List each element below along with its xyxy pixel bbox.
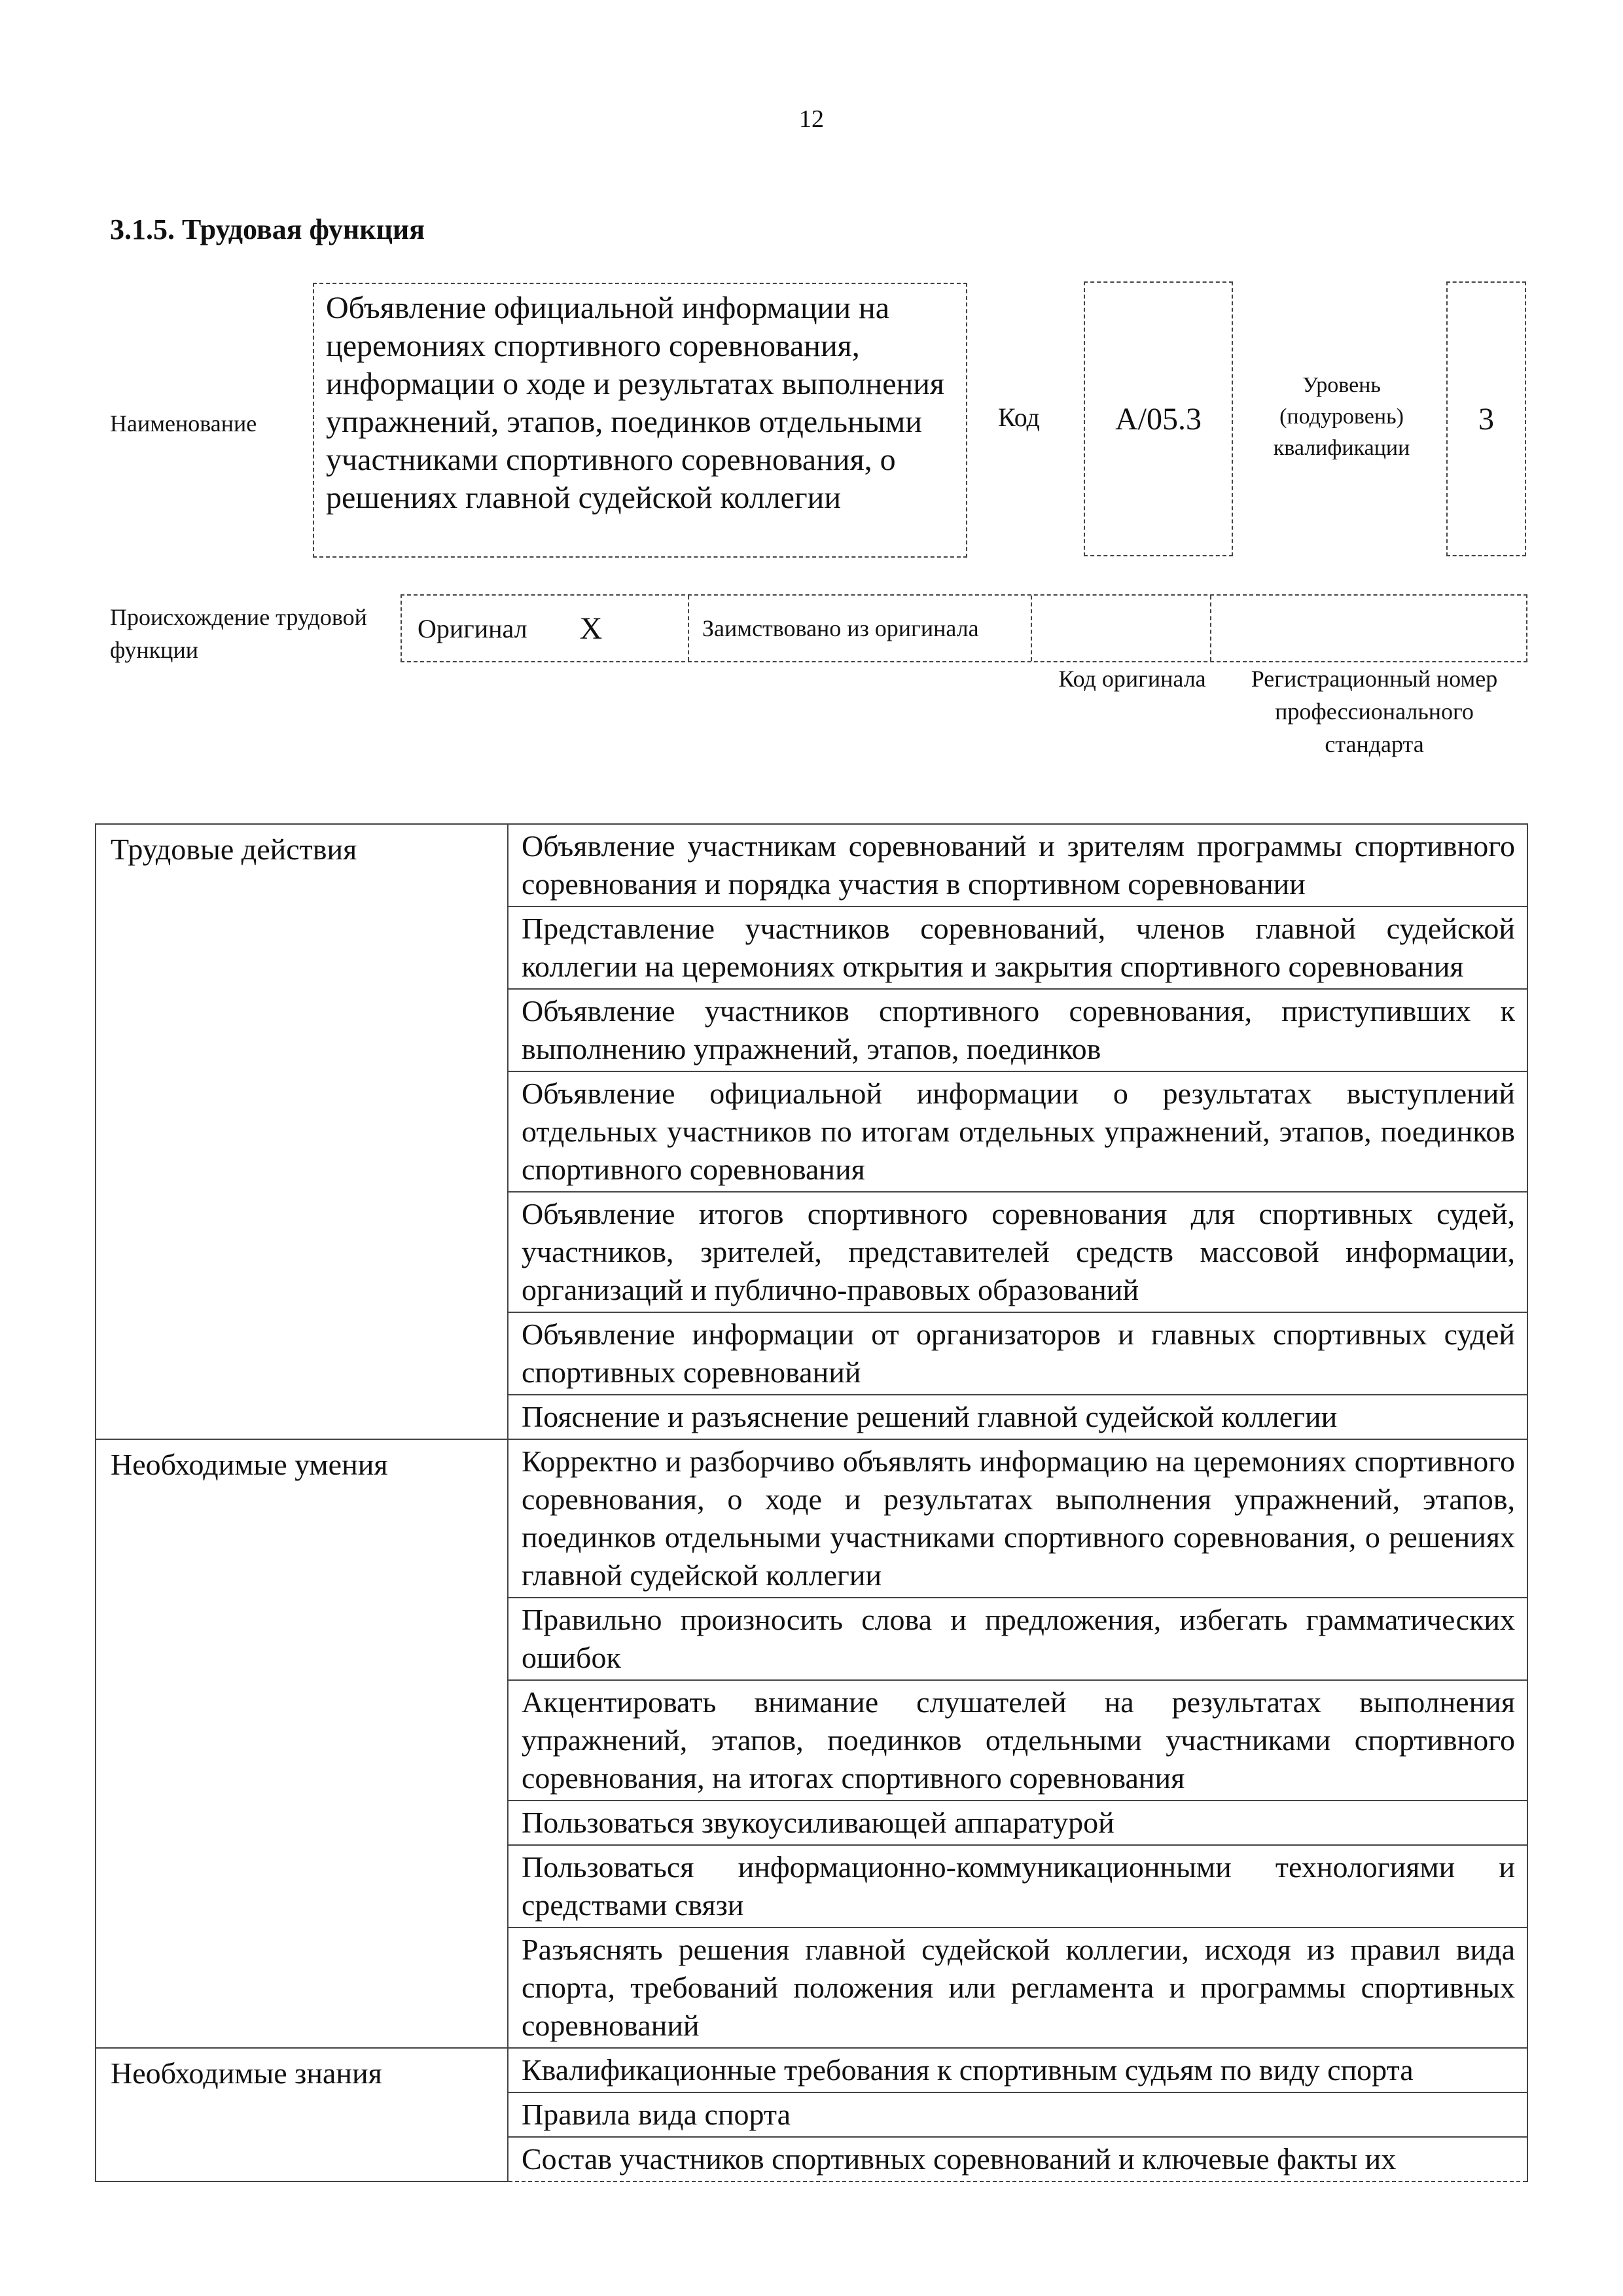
list-item: Правила вида спорта xyxy=(508,2092,1527,2137)
table-row xyxy=(96,824,1527,906)
borrowed-label: Заимствовано из оригинала xyxy=(689,596,1032,661)
list-item: Представление участников соревнований, членов главной судейской коллегии на церемониях открытия и закрытия спортивного соревнования xyxy=(508,906,1527,989)
section-title: 3.1.5. Трудовая функция xyxy=(110,213,425,245)
table-row xyxy=(96,2048,1527,2092)
level-value: 3 xyxy=(1446,281,1526,556)
list-item: Объявление итогов спортивного соревнования для спортивных судей, участников, зрителей, представителей средств массовой информации, организаций и публично-правовых образований xyxy=(508,1192,1527,1312)
reg-number-cell xyxy=(1211,596,1526,661)
list-item: Объявление участников спортивного соревнования, приступивших к выполнению упражнений, этапов, поединков xyxy=(508,989,1527,1071)
list-item: Состав участников спортивных соревнований и ключевые факты их xyxy=(508,2137,1527,2181)
list-item: Акцентировать внимание слушателей на результатах выполнения упражнений, этапов, поединков отдельными участниками спортивного соревнования, на итогах спортивного соревнования xyxy=(508,1680,1527,1801)
list-item: Корректно и разборчиво объявлять информацию на церемониях спортивного соревнования, о ходе и результатах выполнения упражнений, этапов, поединков отдельными участниками спортивного соревнования, о решениях главной судейской коллегии xyxy=(508,1439,1527,1598)
list-item: Правильно произносить слова и предложения, избегать грамматических ошибок xyxy=(508,1598,1527,1680)
list-item: Пояснение и разъяснение решений главной судейской коллегии xyxy=(508,1395,1527,1439)
code-value: А/05.3 xyxy=(1084,281,1233,556)
origin-strip xyxy=(401,594,1527,662)
section-title-actions: Трудовые действия xyxy=(96,824,508,1439)
list-item: Пользоваться информационно-коммуникационными технологиями и средствами связи xyxy=(508,1845,1527,1928)
code-label: Код xyxy=(998,403,1040,432)
origin-original-cell xyxy=(402,596,689,661)
function-name-field: Объявление официальной информации на церемониях спортивного соревнования, информации о ходе и результатах выполнения упражнений, этапов, поединков отдельными участниками спортивного соревнования, о решениях главной судейской коллегии xyxy=(313,283,967,558)
list-item: Квалификационные требования к спортивным судьям по виду спорта xyxy=(508,2048,1527,2092)
origin-label: Происхождение трудовой функции xyxy=(110,604,367,663)
list-item: Объявление информации от организаторов и главных спортивных судей спортивных соревнований xyxy=(508,1312,1527,1395)
section-title-knowledge: Необходимые знания xyxy=(96,2048,508,2181)
list-item: Разъяснять решения главной судейской коллегии, исходя из правил вида спорта, требований положения или регламента и программы спортивных соревнований xyxy=(508,1928,1527,2048)
page-number: 12 xyxy=(799,105,824,133)
function-table xyxy=(95,823,1528,2182)
original-code-cell xyxy=(1032,596,1211,661)
original-mark: X xyxy=(579,611,603,646)
code-caption: Код оригинала xyxy=(1058,666,1206,692)
name-label: Наименование xyxy=(110,410,257,437)
table-row xyxy=(96,1439,1527,1598)
original-label: Оригинал xyxy=(418,613,527,643)
list-item: Объявление участникам соревнований и зрителям программы спортивного соревнования и порядка участия в спортивном соревновании xyxy=(508,824,1527,906)
list-item: Объявление официальной информации о результатах выступлений отдельных участников по итогам отдельных упражнений, этапов, поединков спортивного соревнования xyxy=(508,1071,1527,1192)
level-label: Уровень (подуровень) квалификации xyxy=(1273,373,1410,460)
list-item: Пользоваться звукоусиливающей аппаратурой xyxy=(508,1801,1527,1845)
reg-caption: Регистрационный номер профессионального стандарта xyxy=(1251,666,1498,757)
section-title-skills: Необходимые умения xyxy=(96,1439,508,2048)
